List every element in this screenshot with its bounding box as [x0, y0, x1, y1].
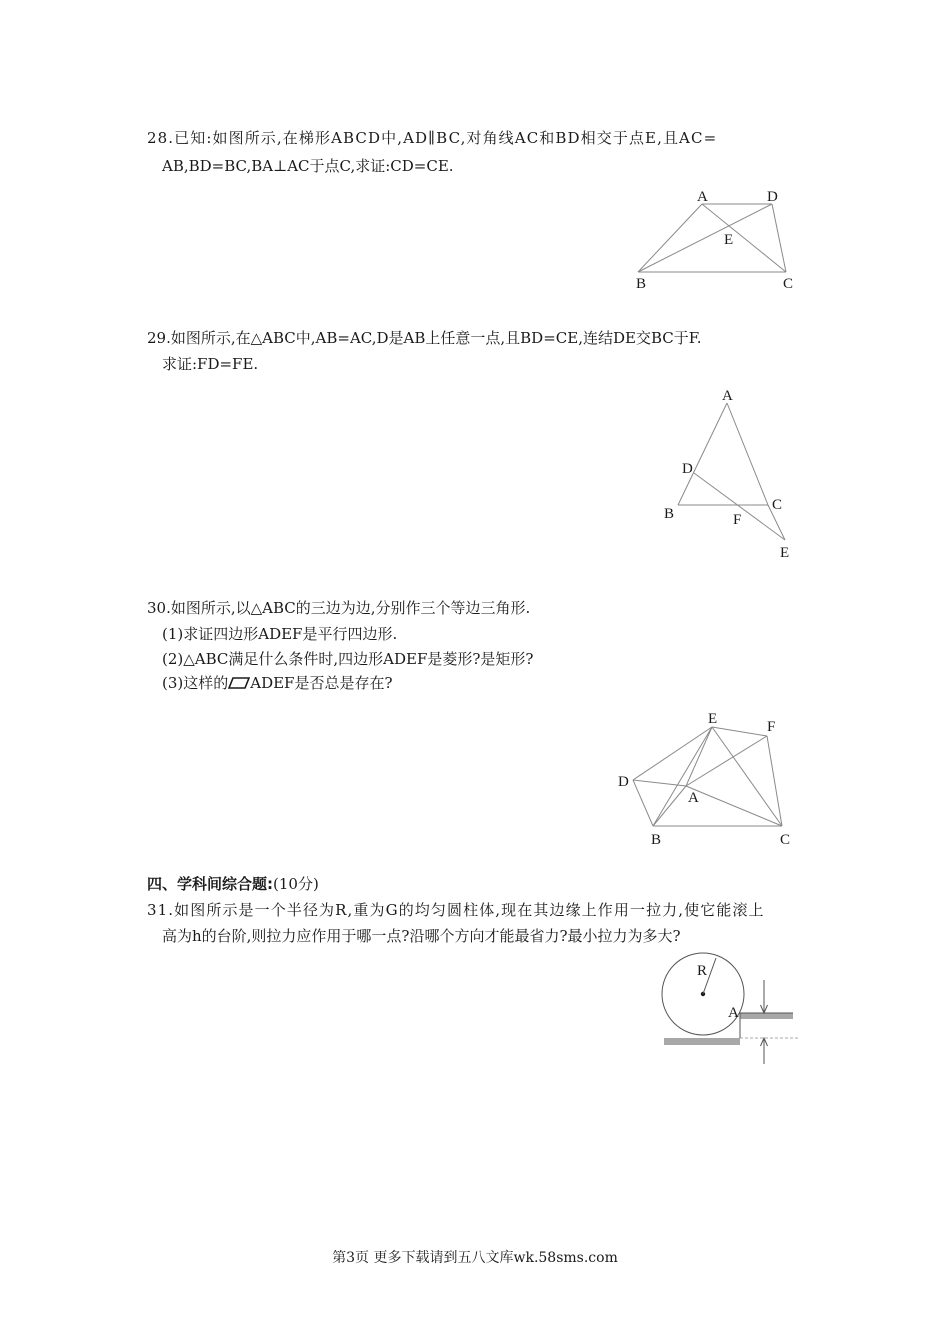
q28-seg-ab [638, 204, 702, 272]
q30-seg-ef [712, 727, 767, 736]
q31-line-1: 31.如图所示是一个半径为R,重为G的均匀圆柱体,现在其边缘上作用一拉力,使它能滚上 [147, 901, 765, 919]
q31-line-2: 高为h的台阶,则拉力应作用于哪一点?沿哪个方向才能最省力?最小拉力为多大? [162, 927, 681, 945]
q30-equilateral-figure [612, 705, 802, 850]
q30-seg-db [633, 780, 653, 826]
q30-sub-3-before: (3)这样的 [162, 674, 229, 692]
q30-sub-3 [162, 673, 393, 693]
q30-seg-fc [767, 736, 782, 826]
q31-cylinder-step-figure [655, 950, 800, 1070]
q29-label-d: D [682, 461, 693, 477]
q30-sub-3-after: ADEF是否总是存在? [250, 674, 393, 692]
section-4-heading [147, 874, 319, 894]
q30-label-a: A [688, 790, 699, 806]
q28-label-c: C [783, 276, 794, 292]
q30-label-f: F [767, 719, 776, 735]
q28-label-a: A [697, 189, 708, 205]
q28-line-2: AB,BD=BC,BA⊥AC于点C,求证:CD=CE. [162, 157, 454, 175]
q29-line-2: 求证:FD=FE. [162, 355, 259, 373]
q30-label-b: B [651, 832, 662, 848]
q30-seg-ab [653, 786, 686, 826]
q31-label-r: R [697, 963, 708, 979]
q28-label-b: B [636, 276, 647, 292]
parallelogram-icon [228, 676, 250, 690]
q31-label-a: A [728, 1005, 739, 1021]
q30-label-d: D [618, 774, 629, 790]
q28-line-1: 28.已知:如图所示,在梯形ABCD中,AD∥BC,对角线AC和BD相交于点E,且AC= [147, 129, 718, 147]
q30-seg-af [686, 736, 767, 786]
q29-label-c: C [772, 497, 783, 513]
page-footer: 第3页 更多下载请到五八文库wk.58sms.com [332, 1250, 618, 1266]
q28-label-e: E [724, 232, 734, 248]
q30-label-c: C [780, 832, 791, 848]
q30-seg-eb [653, 727, 712, 826]
q28-trapezoid-figure [620, 180, 810, 295]
q29-label-b: B [664, 506, 675, 522]
q30-label-e: E [708, 711, 718, 727]
q29-line-1: 29.如图所示,在△ABC中,AB=AC,D是AB上任意一点,且BD=CE,连结DE交BC于F. [147, 329, 702, 347]
q29-seg-ab [678, 403, 727, 505]
q29-triangle-figure [655, 380, 805, 565]
q29-label-a: A [722, 388, 733, 404]
section-4-points: (10分) [273, 875, 319, 893]
q29-label-f: F [733, 512, 742, 528]
q30-line-1: 30.如图所示,以△ABC的三边为边,分别作三个等边三角形. [147, 599, 531, 617]
q29-seg-ac [727, 403, 768, 505]
q28-diag-bd [638, 204, 772, 272]
q28-diag-ac [702, 204, 786, 272]
q30-sub-1: (1)求证四边形ADEF是平行四边形. [162, 625, 398, 643]
section-4-title: 四、学科间综合题: [147, 875, 273, 893]
q28-label-d: D [767, 189, 778, 205]
q29-label-e: E [780, 545, 790, 561]
q30-sub-2: (2)△ABC满足什么条件时,四边形ADEF是菱形?是矩形? [162, 650, 534, 668]
